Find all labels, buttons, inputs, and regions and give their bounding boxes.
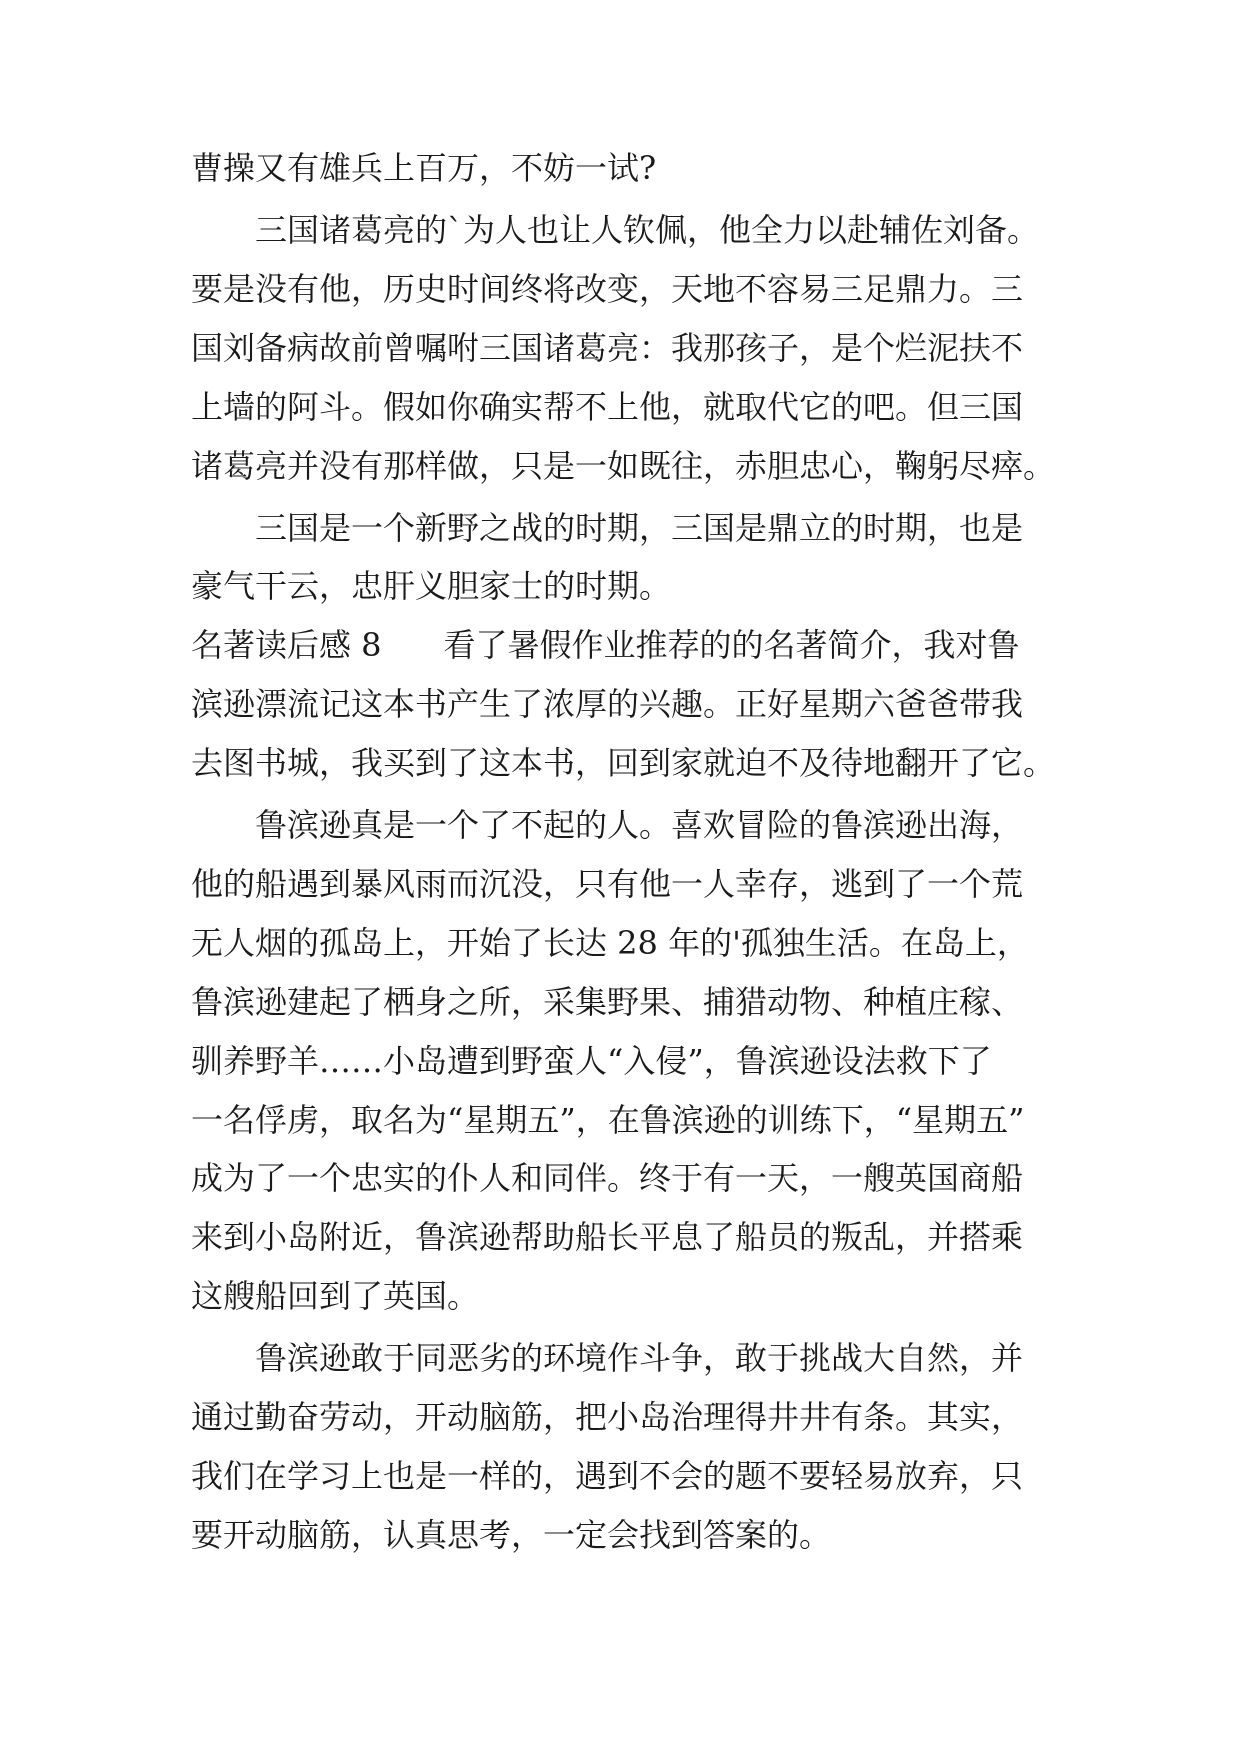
text-line: 这艘船回到了英国。 bbox=[191, 1277, 480, 1315]
text-line: 他的船遇到暴风雨而沉没，只有他一人幸存，逃到了一个荒 bbox=[191, 865, 1024, 903]
text-line: 要是没有他，历史时间终将改变，天地不容易三足鼎力。三 bbox=[191, 270, 1024, 308]
paragraph-first-line: 三国是一个新野之战的时期，三国是鼎立的时期，也是 bbox=[255, 509, 1024, 547]
text-line: 驯养野羊……小岛遭到野蛮人“入侵”，鲁滨逊设法救下了 bbox=[191, 1042, 992, 1080]
text-line: 诸葛亮并没有那样做，只是一如既往，赤胆忠心，鞠躬尽瘁。 bbox=[191, 447, 1056, 485]
paragraph-first-line: 看了暑假作业推荐的的名著简介，我对鲁 bbox=[443, 626, 1020, 664]
text-line: 来到小岛附近，鲁滨逊帮助船长平息了船员的叛乱，并搭乘 bbox=[191, 1218, 1024, 1256]
text-line: 我们在学习上也是一样的，遇到不会的题不要轻易放弃，只 bbox=[191, 1457, 1024, 1495]
text-line: 国刘备病故前曾嘱咐三国诸葛亮：我那孩子，是个烂泥扶不 bbox=[191, 329, 1024, 367]
paragraph-first-line: 三国诸葛亮的`为人也让人钦佩，他全力以赴辅佐刘备。 bbox=[255, 211, 1040, 249]
section-heading-line bbox=[191, 620, 1071, 670]
text-line: 鲁滨逊建起了栖身之所，采集野果、捕猎动物、种植庄稼、 bbox=[191, 983, 1024, 1021]
text-line: 曹操又有雄兵上百万，不妨一试? bbox=[191, 149, 657, 187]
text-line: 通过勤奋劳动，开动脑筋，把小岛治理得井井有条。其实， bbox=[191, 1398, 1024, 1436]
text-line: 豪气干云，忠肝义胆家士的时期。 bbox=[191, 567, 672, 605]
paragraph-first-line: 鲁滨逊敢于同恶劣的环境作斗争，敢于挑战大自然，并 bbox=[255, 1339, 1024, 1377]
text-line: 上墙的阿斗。假如你确实帮不上他，就取代它的吧。但三国 bbox=[191, 388, 1024, 426]
paragraph-first-line: 鲁滨逊真是一个了不起的人。喜欢冒险的鲁滨逊出海， bbox=[255, 806, 1024, 844]
text-line: 要开动脑筋，认真思考，一定会找到答案的。 bbox=[191, 1516, 832, 1554]
text-line: 一名俘虏，取名为“星期五”，在鲁滨逊的训练下，“星期五” bbox=[191, 1101, 1025, 1139]
text-line: 去图书城，我买到了这本书，回到家就迫不及待地翻开了它。 bbox=[191, 744, 1056, 782]
section-heading: 名著读后感 8 bbox=[191, 626, 382, 664]
text-line: 无人烟的孤岛上，开始了长达 28 年的'孤独生活。在岛上， bbox=[191, 924, 1029, 962]
text-line: 成为了一个忠实的仆人和同伴。终于有一天，一艘英国商船 bbox=[191, 1159, 1024, 1197]
text-line: 滨逊漂流记这本书产生了浓厚的兴趣。正好星期六爸爸带我 bbox=[191, 685, 1024, 723]
